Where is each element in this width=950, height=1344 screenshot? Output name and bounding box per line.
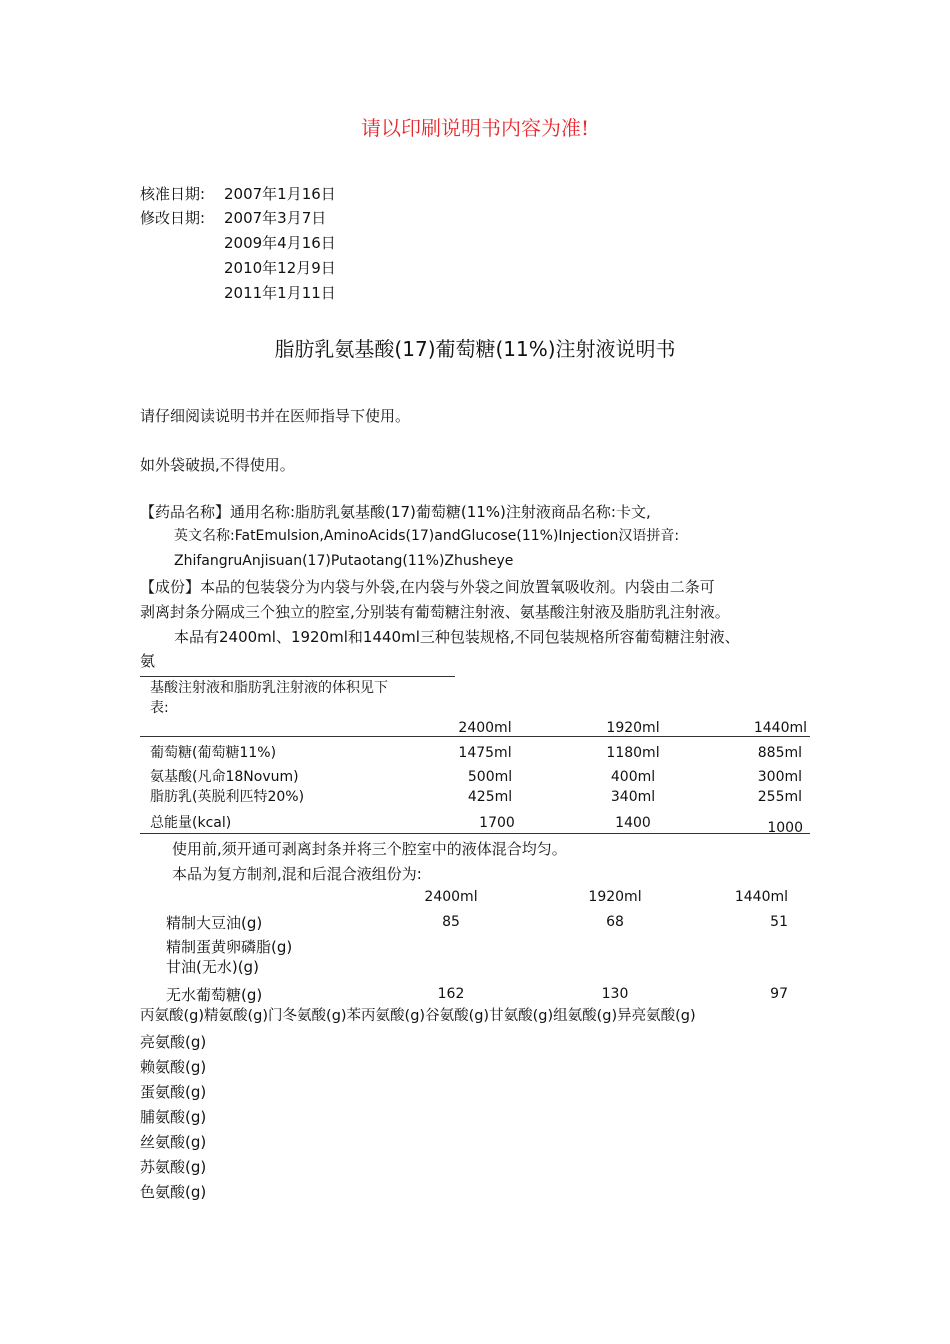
- table-cell: 162: [437, 986, 465, 1002]
- drug-name-line: 【药品名称】通用名称:脂肪乳氨基酸(17)葡萄糖(11%)注射液商品名称:卡文,: [140, 503, 651, 521]
- revision-label: 修改日期:: [140, 209, 206, 227]
- composition-line: 剥离封条分隔成三个独立的腔室,分别装有葡萄糖注射液、氨基酸注射液及脂肪乳注射液。: [140, 603, 730, 621]
- amino-acid-item: 亮氨酸(g): [140, 1033, 207, 1051]
- table-cell: 425ml: [467, 789, 513, 805]
- table-cell: 1000: [767, 820, 803, 836]
- column-header: 1440ml: [734, 889, 788, 905]
- approval-label: 核准日期:: [140, 185, 206, 203]
- table-cell: 1400: [615, 815, 651, 831]
- column-header: 1920ml: [588, 889, 642, 905]
- revision-date: 2010年12月9日: [224, 259, 336, 277]
- approval-date: 2007年1月16日: [224, 185, 336, 203]
- amino-acid-item: 蛋氨酸(g): [140, 1083, 207, 1101]
- amino-acid-item: 丝氨酸(g): [140, 1133, 207, 1151]
- table-bottom-rule: [140, 833, 810, 834]
- table-cell: 85: [442, 914, 460, 930]
- mixing-note: 使用前,须开通可剥离封条并将三个腔室中的液体混合均匀。: [172, 840, 567, 858]
- table-cell: 1475ml: [458, 745, 512, 761]
- table-top-rule: [140, 676, 455, 677]
- row-label: 精制蛋黄卵磷脂(g): [166, 938, 293, 956]
- table-cell: 885ml: [757, 745, 802, 761]
- amino-acid-combined-line: 丙氨酸(g)精氨酸(g)门冬氨酸(g)苯丙氨酸(g)谷氨酸(g)甘氨酸(g)组氨酸(g)异亮氨酸(g): [140, 1008, 696, 1024]
- revision-date: 2007年3月7日: [224, 209, 327, 227]
- amino-acid-item: 苏氨酸(g): [140, 1158, 207, 1176]
- table-cell: 97: [770, 986, 788, 1002]
- row-label: 总能量(kcal): [150, 815, 232, 831]
- column-header: 1920ml: [606, 720, 660, 736]
- amino-acid-item: 色氨酸(g): [140, 1183, 207, 1201]
- drug-name-line: 英文名称:FatEmulsion,AminoAcids(17)andGlucose(11%)Injection汉语拼音:: [174, 528, 680, 544]
- revision-date: 2011年1月11日: [224, 284, 336, 302]
- instruction-damaged-bag: 如外袋破损,不得使用。: [140, 456, 295, 474]
- table-cell: 500ml: [467, 769, 513, 785]
- document-title: 脂肪乳氨基酸(17)葡萄糖(11%)注射液说明书: [274, 337, 676, 361]
- compound-intro: 本品为复方制剂,混和后混合液组份为:: [172, 865, 422, 883]
- amino-acid-item: 赖氨酸(g): [140, 1058, 207, 1076]
- print-notice: 请以印刷说明书内容为准!: [360, 116, 590, 140]
- table-cell: 340ml: [610, 789, 656, 805]
- instruction-read: 请仔细阅读说明书并在医师指导下使用。: [140, 407, 411, 425]
- table-cell: 400ml: [610, 769, 656, 785]
- column-header: 1440ml: [753, 720, 807, 736]
- table-cell: 130: [601, 986, 629, 1002]
- table-cell: 68: [606, 914, 624, 930]
- table-cell: 255ml: [757, 789, 802, 805]
- drug-name-line: ZhifangruAnjisuan(17)Putaotang(11%)Zhusheye: [174, 553, 514, 569]
- column-header: 2400ml: [424, 889, 478, 905]
- amino-acid-item: 脯氨酸(g): [140, 1108, 207, 1126]
- revision-date: 2009年4月16日: [224, 234, 336, 252]
- table-caption: 表:: [150, 700, 169, 716]
- volume-table: [140, 676, 810, 836]
- table-cell: 51: [770, 914, 788, 930]
- row-label: 甘油(无水)(g): [166, 958, 259, 976]
- row-label: 精制大豆油(g): [166, 914, 263, 932]
- row-label: 氨基酸(凡命18Novum): [150, 769, 299, 785]
- table-cell: 1180ml: [606, 745, 660, 761]
- column-header: 2400ml: [458, 720, 512, 736]
- table-cell: 1700: [479, 815, 515, 831]
- table-cell: 300ml: [757, 769, 802, 785]
- row-label: 葡萄糖(葡萄糖11%): [150, 745, 277, 761]
- row-label: 脂肪乳(英脱利匹特20%): [150, 789, 305, 805]
- composition-line: 【成份】本品的包装袋分为内袋与外袋,在内袋与外袋之间放置氧吸收剂。内袋由二条可: [140, 578, 715, 596]
- row-label: 无水葡萄糖(g): [166, 986, 263, 1004]
- header-rule: [140, 736, 810, 737]
- composition-line: 本品有2400ml、1920ml和1440ml三种包装规格,不同包装规格所容葡萄糖注射液、: [174, 628, 740, 646]
- table-caption: 基酸注射液和脂肪乳注射液的体积见下: [150, 680, 388, 696]
- composition-line: 氨: [140, 652, 156, 670]
